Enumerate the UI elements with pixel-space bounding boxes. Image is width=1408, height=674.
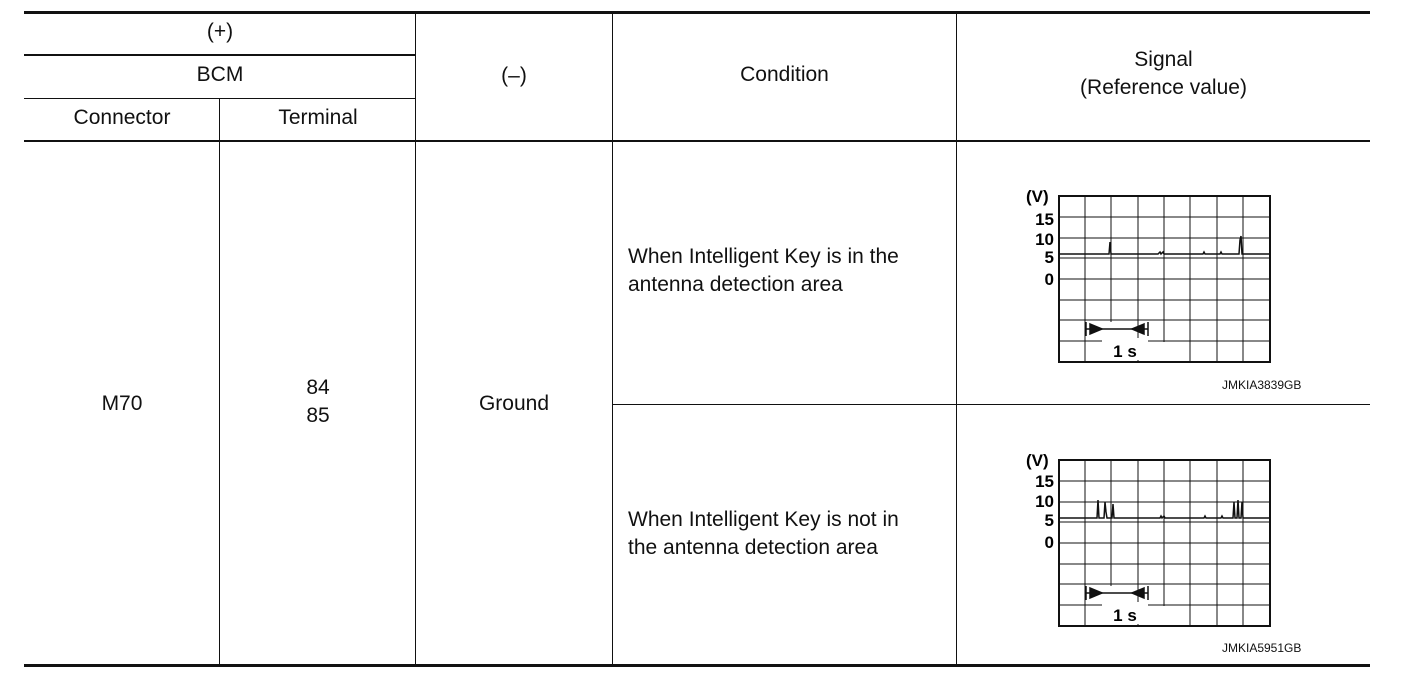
scope-unit-label: (V) xyxy=(1026,451,1049,470)
scope-time-label: 1 s xyxy=(1113,342,1137,361)
table-bottom-border xyxy=(24,664,1370,667)
header-minus: (–) xyxy=(501,64,527,87)
condition-in-area: When Intelligent Key is in the antenna detection area xyxy=(628,245,899,296)
scope-y-label-15: 15 xyxy=(1035,210,1054,229)
scope-time-label: 1 s xyxy=(1113,606,1137,625)
ground-value: Ground xyxy=(478,392,550,415)
table-top-border xyxy=(24,11,1370,14)
header-plus: (+) xyxy=(206,20,234,43)
header-condition: Condition xyxy=(740,63,829,86)
col-divider-condition xyxy=(956,11,957,666)
header-divider-1 xyxy=(24,54,416,56)
scope-y-label-10: 10 xyxy=(1035,492,1054,511)
col-divider-minus xyxy=(612,11,613,666)
header-divider-2 xyxy=(24,98,416,99)
header-connector: Connector xyxy=(73,106,171,129)
header-terminal: Terminal xyxy=(278,106,358,129)
scope-y-label-5: 5 xyxy=(1044,248,1054,267)
scope-unit-label: (V) xyxy=(1026,187,1049,206)
figure-id-2: JMKIA5951GB xyxy=(1222,641,1302,655)
scope-y-label-5: 5 xyxy=(1044,511,1054,530)
oscilloscope-waveform-1 xyxy=(1020,182,1280,372)
connector-value: M70 xyxy=(101,392,143,415)
condition-not-in-area: When Intelligent Key is not in the antenna detection area xyxy=(628,508,899,559)
terminal-value: 84 85 xyxy=(306,376,330,427)
scope-y-label-15: 15 xyxy=(1035,472,1054,491)
header-signal: Signal (Reference value) xyxy=(1080,48,1247,99)
header-bottom-border xyxy=(24,140,1370,142)
scope-y-label-10: 10 xyxy=(1035,230,1054,249)
scope-y-label-0: 0 xyxy=(1044,270,1054,289)
figure-id-1: JMKIA3839GB xyxy=(1222,378,1302,392)
header-bcm: BCM xyxy=(196,63,244,86)
row-divider xyxy=(612,404,1370,405)
oscilloscope-waveform-2 xyxy=(1020,446,1280,636)
scope-y-label-0: 0 xyxy=(1044,533,1054,552)
